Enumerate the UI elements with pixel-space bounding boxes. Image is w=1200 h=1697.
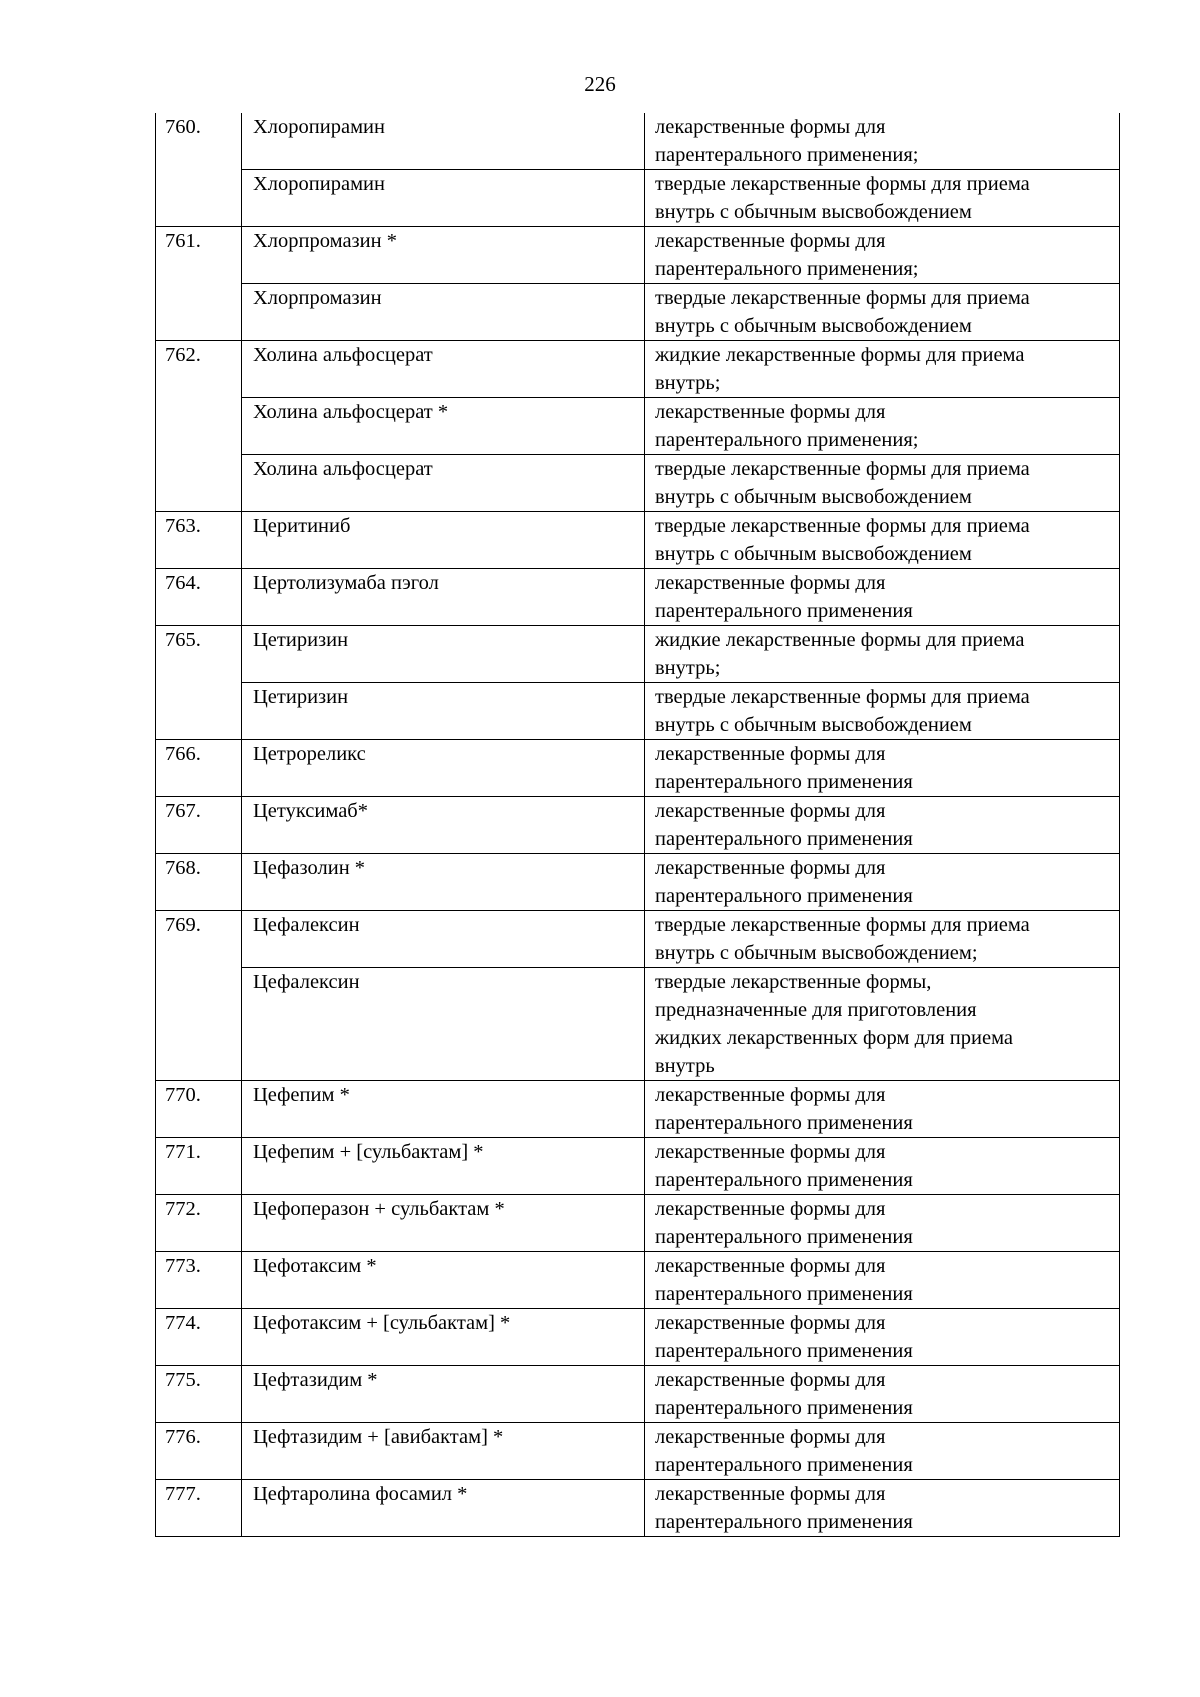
row-number: 771. (156, 1138, 242, 1195)
dosage-form-line: лекарственные формы для (655, 1426, 886, 1448)
dosage-form (645, 512, 1120, 569)
row-number: 761. (156, 227, 242, 341)
drug-name: Цефотаксим * (242, 1252, 645, 1309)
drug-name: Цетрореликс (242, 740, 645, 797)
table-row (156, 1138, 1120, 1195)
dosage-form-line: внутрь с обычным высвобождением (655, 714, 972, 736)
dosage-form (645, 113, 1120, 170)
dosage-form (645, 1252, 1120, 1309)
table-row (156, 569, 1120, 626)
row-number: 762. (156, 341, 242, 512)
table-row (156, 1081, 1120, 1138)
dosage-form (645, 341, 1120, 398)
dosage-form (645, 1081, 1120, 1138)
row-number: 769. (156, 911, 242, 1081)
table-row (156, 341, 1120, 398)
dosage-form (645, 170, 1120, 227)
dosage-form (645, 1480, 1120, 1537)
dosage-form-line: твердые лекарственные формы, (655, 971, 932, 993)
dosage-form-line: парентерального применения; (655, 429, 919, 451)
table-row (156, 512, 1120, 569)
drug-name: Цертолизумаба пэгол (242, 569, 645, 626)
dosage-form-line: парентерального применения (655, 828, 913, 850)
dosage-form-line: парентерального применения (655, 1169, 913, 1191)
dosage-form-line: парентерального применения; (655, 258, 919, 280)
drug-name: Хлоропирамин (242, 113, 645, 170)
table-row (156, 284, 1120, 341)
table-row (156, 968, 1120, 1081)
dosage-form (645, 911, 1120, 968)
drug-name: Цетиризин (242, 626, 645, 683)
dosage-form (645, 398, 1120, 455)
dosage-form-line: лекарственные формы для (655, 1198, 886, 1220)
dosage-form (645, 683, 1120, 740)
table-row (156, 626, 1120, 683)
drug-name: Цетиризин (242, 683, 645, 740)
dosage-form-line: лекарственные формы для (655, 1141, 886, 1163)
dosage-form-line: лекарственные формы для (655, 1369, 886, 1391)
row-number: 764. (156, 569, 242, 626)
dosage-form-line: лекарственные формы для (655, 230, 886, 252)
dosage-form (645, 455, 1120, 512)
dosage-form-line: лекарственные формы для (655, 743, 886, 765)
table-row (156, 854, 1120, 911)
table-row (156, 1252, 1120, 1309)
dosage-form (645, 227, 1120, 284)
row-number: 763. (156, 512, 242, 569)
drug-name: Цефепим + [сульбактам] * (242, 1138, 645, 1195)
drug-name: Цефтазидим + [авибактам] * (242, 1423, 645, 1480)
dosage-form-line: парентерального применения (655, 1283, 913, 1305)
dosage-form-line: парентерального применения (655, 1226, 913, 1248)
drug-name: Хлорпромазин (242, 284, 645, 341)
row-number: 768. (156, 854, 242, 911)
row-number: 760. (156, 113, 242, 227)
dosage-form-line: лекарственные формы для (655, 116, 886, 138)
table-row (156, 1423, 1120, 1480)
table-body (156, 113, 1120, 1537)
drug-name: Цефепим * (242, 1081, 645, 1138)
drug-name: Цетуксимаб* (242, 797, 645, 854)
dosage-form-line: жидкие лекарственные формы для приема (655, 344, 1025, 366)
drug-name: Цефтаролина фосамил * (242, 1480, 645, 1537)
drug-name: Хлорпромазин * (242, 227, 645, 284)
dosage-form-line: лекарственные формы для (655, 1255, 886, 1277)
dosage-form-line: твердые лекарственные формы для приема (655, 287, 1030, 309)
drug-name: Холина альфосцерат * (242, 398, 645, 455)
table-row (156, 227, 1120, 284)
dosage-form (645, 1138, 1120, 1195)
dosage-form (645, 569, 1120, 626)
row-number: 767. (156, 797, 242, 854)
drug-table (155, 113, 1120, 1537)
table-row (156, 1309, 1120, 1366)
drug-name: Церитиниб (242, 512, 645, 569)
dosage-form-line: твердые лекарственные формы для приема (655, 173, 1030, 195)
table-row (156, 1366, 1120, 1423)
page-number: 226 (584, 72, 616, 96)
table-row (156, 398, 1120, 455)
dosage-form-line: внутрь с обычным высвобождением (655, 486, 972, 508)
drug-name: Холина альфосцерат (242, 455, 645, 512)
dosage-form (645, 1366, 1120, 1423)
drug-name: Цефтазидим * (242, 1366, 645, 1423)
table-row (156, 911, 1120, 968)
dosage-form-line: внутрь (655, 1055, 715, 1077)
dosage-form-line: внутрь с обычным высвобождением (655, 315, 972, 337)
row-number: 766. (156, 740, 242, 797)
row-number: 770. (156, 1081, 242, 1138)
table-row (156, 1480, 1120, 1537)
dosage-form-line: внутрь; (655, 372, 721, 394)
dosage-form-line: лекарственные формы для (655, 572, 886, 594)
dosage-form (645, 854, 1120, 911)
table-row (156, 113, 1120, 170)
table-row (156, 683, 1120, 740)
dosage-form-line: жидкие лекарственные формы для приема (655, 629, 1025, 651)
dosage-form (645, 1423, 1120, 1480)
dosage-form-line: парентерального применения (655, 885, 913, 907)
dosage-form-line: парентерального применения (655, 1511, 913, 1533)
drug-name: Цефалексин (242, 968, 645, 1081)
table-row (156, 740, 1120, 797)
dosage-form-line: парентерального применения (655, 771, 913, 793)
drug-name: Хлоропирамин (242, 170, 645, 227)
table-row (156, 797, 1120, 854)
dosage-form-line: предназначенные для приготовления (655, 999, 977, 1021)
dosage-form-line: твердые лекарственные формы для приема (655, 515, 1030, 537)
row-number: 776. (156, 1423, 242, 1480)
dosage-form-line: парентерального применения (655, 1340, 913, 1362)
drug-name: Холина альфосцерат (242, 341, 645, 398)
table-row (156, 455, 1120, 512)
dosage-form-line: лекарственные формы для (655, 401, 886, 423)
drug-name: Цефазолин * (242, 854, 645, 911)
drug-name: Цефалексин (242, 911, 645, 968)
dosage-form-line: лекарственные формы для (655, 1084, 886, 1106)
dosage-form-line: внутрь; (655, 657, 721, 679)
row-number: 775. (156, 1366, 242, 1423)
dosage-form-line: парентерального применения (655, 1397, 913, 1419)
table-row (156, 1195, 1120, 1252)
dosage-form-line: внутрь с обычным высвобождением (655, 201, 972, 223)
dosage-form-line: парентерального применения; (655, 144, 919, 166)
row-number: 772. (156, 1195, 242, 1252)
dosage-form-line: лекарственные формы для (655, 857, 886, 879)
row-number: 774. (156, 1309, 242, 1366)
dosage-form-line: твердые лекарственные формы для приема (655, 914, 1030, 936)
dosage-form-line: парентерального применения (655, 600, 913, 622)
table-row (156, 170, 1120, 227)
dosage-form (645, 284, 1120, 341)
dosage-form-line: твердые лекарственные формы для приема (655, 458, 1030, 480)
dosage-form (645, 797, 1120, 854)
dosage-form-line: парентерального применения (655, 1112, 913, 1134)
drug-name: Цефотаксим + [сульбактам] * (242, 1309, 645, 1366)
dosage-form (645, 968, 1120, 1081)
dosage-form-line: парентерального применения (655, 1454, 913, 1476)
row-number: 777. (156, 1480, 242, 1537)
dosage-form (645, 626, 1120, 683)
dosage-form (645, 1309, 1120, 1366)
row-number: 773. (156, 1252, 242, 1309)
dosage-form-line: твердые лекарственные формы для приема (655, 686, 1030, 708)
drug-name: Цефоперазон + сульбактам * (242, 1195, 645, 1252)
dosage-form (645, 740, 1120, 797)
dosage-form-line: жидких лекарственных форм для приема (655, 1027, 1014, 1049)
dosage-form-line: лекарственные формы для (655, 800, 886, 822)
dosage-form-line: лекарственные формы для (655, 1483, 886, 1505)
dosage-form-line: внутрь с обычным высвобождением; (655, 942, 978, 964)
dosage-form-line: лекарственные формы для (655, 1312, 886, 1334)
row-number: 765. (156, 626, 242, 740)
dosage-form (645, 1195, 1120, 1252)
dosage-form-line: внутрь с обычным высвобождением (655, 543, 972, 565)
